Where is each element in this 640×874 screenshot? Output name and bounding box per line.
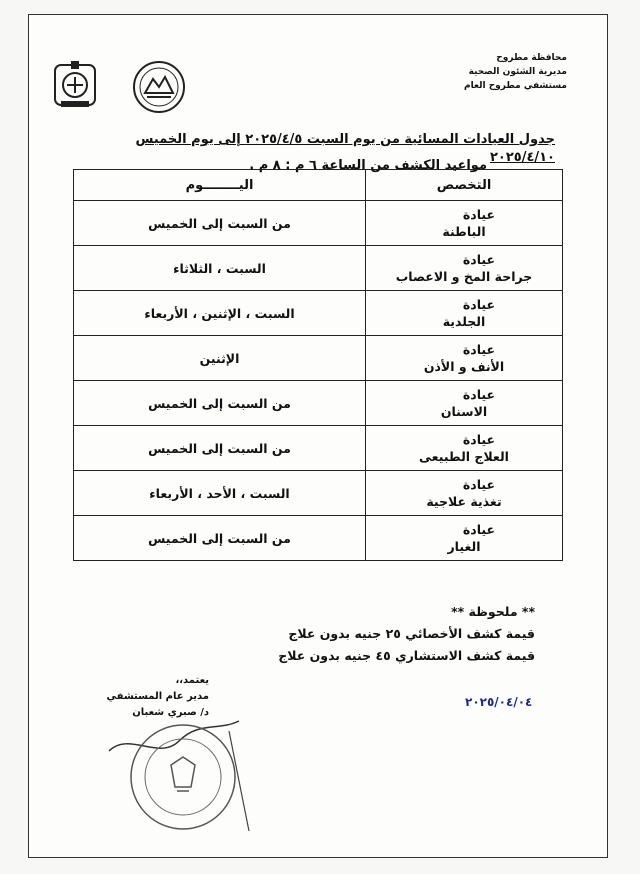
specialty-cell (366, 291, 563, 336)
clinic-label: عيادة (462, 207, 496, 222)
clinic-label: عيادة (462, 522, 496, 537)
specialty-cell (366, 381, 563, 426)
note-consultant-fee: قيمة كشف الاستشاري ٤٥ جنيه بدون علاج (278, 648, 535, 663)
official-stamp (99, 711, 267, 841)
document-title: جدول العيادات المسائية من يوم السبت ٢٠٢٥/٤/٥ إلى يوم الخميس ٢٠٢٥/٤/١٠ (135, 132, 555, 165)
table-row (74, 291, 563, 336)
clinic-label: عيادة (462, 252, 496, 267)
specialty-cell (366, 516, 563, 561)
clinic-label: عيادة (462, 477, 496, 492)
day-column-header: اليــــــــوم (74, 170, 366, 201)
clinic-label: عيادة (462, 342, 496, 357)
table-row (74, 426, 563, 471)
health-ministry-logo (51, 57, 99, 111)
table-row (74, 471, 563, 516)
approver-name: د/ صبري شعبان (132, 707, 209, 718)
days-cell: من السبت إلى الخميس (74, 381, 366, 426)
specialty-cell (366, 201, 563, 246)
specialty-name: الجلدية (442, 314, 486, 329)
clinic-label: عيادة (462, 297, 496, 312)
days-cell: من السبت إلى الخميس (74, 201, 366, 246)
table-row (74, 516, 563, 561)
days-cell: من السبت إلى الخميس (74, 516, 366, 561)
fees-note (278, 601, 535, 667)
table-row (74, 381, 563, 426)
specialty-cell (366, 246, 563, 291)
approver-title: مدير عام المستشفي (106, 691, 209, 702)
specialty-cell (366, 336, 563, 381)
table-header-row (74, 170, 563, 201)
days-cell: السبت ، الثلاثاء (74, 246, 366, 291)
note-specialist-fee: قيمة كشف الأخصائي ٢٥ جنيه بدون علاج (288, 626, 535, 641)
specialty-column-header: التخصص (366, 170, 563, 201)
org-line-hospital: مستشفي مطروح العام (464, 81, 567, 91)
clinic-label: عيادة (462, 432, 496, 447)
specialty-name: العلاج الطبيعى (419, 449, 509, 464)
document-page (28, 14, 608, 858)
clinic-schedule-table (73, 169, 563, 561)
document-date: ٢٠٢٥/٠٤/٠٤ (465, 695, 533, 709)
approval-label: يعتمد،، (175, 675, 209, 686)
specialty-name: الباطنة (442, 224, 486, 239)
days-cell: الإثنين (74, 336, 366, 381)
specialty-name: الأنف و الأذن (423, 359, 505, 374)
table-row (74, 246, 563, 291)
table-row (74, 336, 563, 381)
org-line-directorate: مديرية الشئون الصحية (468, 67, 567, 77)
org-line-governorate: محافظة مطروح (496, 53, 567, 63)
organization-header (464, 51, 567, 93)
document-subtitle: مواعيد الكشف من الساعة ٦ م : ٨ م . (249, 158, 487, 173)
days-cell: السبت ، الأحد ، الأربعاء (74, 471, 366, 516)
specialty-cell (366, 471, 563, 516)
specialty-name: جراحة المخ و الاعصاب (395, 269, 533, 284)
specialty-cell (366, 426, 563, 471)
note-heading: ** ملحوظة ** (451, 604, 535, 619)
hospital-logo (131, 59, 187, 115)
days-cell: السبت ، الإثنين ، الأربعاء (74, 291, 366, 336)
table-row (74, 201, 563, 246)
specialty-name: الاسنان (440, 404, 488, 419)
specialty-name: تغذية علاجية (426, 494, 502, 509)
days-cell: من السبت إلى الخميس (74, 426, 366, 471)
specialty-name: الغيار (447, 539, 481, 554)
clinic-label: عيادة (462, 387, 496, 402)
